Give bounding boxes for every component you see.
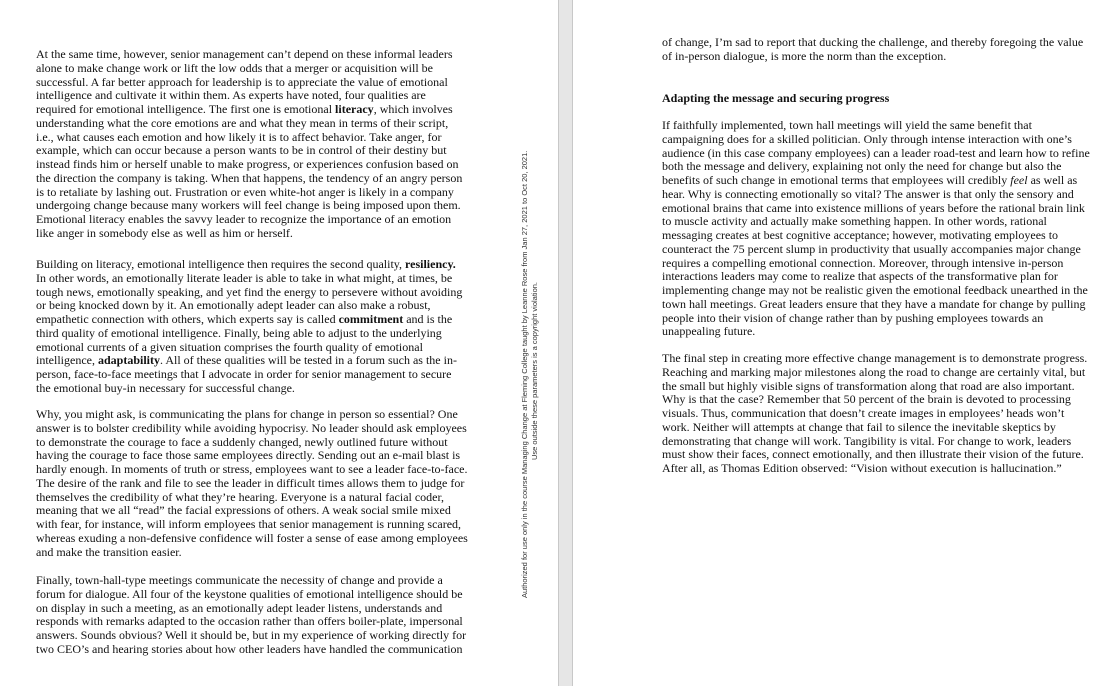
paragraph-demonstrate-progress <box>662 352 1094 476</box>
copyright-watermark-line-2: Use outside these parameters is a copyright violation. <box>530 281 539 460</box>
text-run: as well as hear. Why is connecting emotionally so vital? The answer is that only the sensory and emotional brains that came into existence millions of years before the rational brain link to muscle activity and actually make something happen. In other words, rational messaging creates at best cognitive acceptance; however, motivating employees to counteract the 75 percent slump in productivity that usually accompanies major change requires a compelling emotional connection. Moreover, through intensive in-person interactions leaders may come to realize that aspects of the transformative plan for implementing change may not be realistic given the emotional feedback unearthed in the town hall meetings. Great leaders ensure that they have a mandate for change by pulling people into their vision of change rather than by pushing employees towards an unappealing future. <box>662 173 1088 339</box>
text-run: In other words, an emotionally literate leader is able to take in what might, at times, be tough news, emotionally speaking, and yet find the energy to persevere without avoiding or being knocked down by it. An emotionally adept leader can also make a robust, empathetic connection with others, which experts say is called <box>36 270 463 326</box>
page-gutter <box>558 0 573 686</box>
text-run: of change, I’m sad to report that ducking the challenge, and thereby foregoing the value of in-person dialogue, is more the norm than the exception. <box>662 35 1084 63</box>
paragraph-in-person-credibility <box>36 408 468 559</box>
text-run: , which involves understanding what the core emotions are and what they mean in terms of their script, i.e., what causes each emotion and how likely it is to affect behavior. Take anger, for example, which can occur because a person wants to be in control of their destiny but instead finds him or herself unable to make progress, or experiences confusion based on the direction the company is taking. When that happens, the tendency of an angry person is to retaliate by lashing out. Frustration or even white-hot anger is likely in a company undergoing change because many workers will feel change is being imposed upon them. Emotional literacy enables the savvy leader to recognize the importance of an emotion like anger in somebody else as well as him or herself. <box>36 102 463 240</box>
emphasized-text: adaptability <box>97 353 160 368</box>
text-run: Why, you might ask, is communicating the plans for change in person so essential? One answer is to bolster credibility while avoiding hypocrisy. No leader should ask employees to demonstrate the courage to face a suddenly changed, newly outlined future without having the courage to face those same employees directly. Sending out an e-mail blast is hardly enough. In moments of truth or stress, employees want to see a leader face-to-face. The desire of the rank and file to see the leader in difficult times allows them to judge for themselves the credibility of what they’re hearing. Everyone is a natural facial coder, meaning that we all “read” the facial expressions of others. A weak social smile mixed with fear, for instance, will inform employees that senior management is running scared, whereas exuding a non-defensive confidence will foster a sense of ease among employees and make the transition easier. <box>36 407 468 559</box>
paragraph-continued-change <box>662 36 1094 64</box>
text-run: Building on literacy, emotional intelligence then requires the second quality, <box>36 257 406 271</box>
text-run: Finally, town-hall-type meetings communicate the necessity of change and provide a forum for dialogue. All four of the keystone qualities of emotional intelligence should be on display in such a meeting, as an emotionally adept leader listens, understands and responds with remarks adapted to the occasion rather than offers boiler-plate, impersonal answers. Sounds obvious? Well it should be, but in my experience of working directly for two CEO’s and hearing stories about how other leaders have handled the communication <box>36 573 467 656</box>
copyright-watermark-line-1: Authorized for use only in the course Managing Change at Fleming College taught by Leanne Rose from Jan 27, 2021 to Oct 20, 2021. <box>520 150 529 598</box>
document-page-right[interactable] <box>573 0 1116 686</box>
emphasized-text: literacy <box>335 102 374 116</box>
paragraph-emotional-literacy <box>36 48 468 241</box>
text-run: If faithfully implemented, town hall meetings will yield the same benefit that campaigning does for a skilled politician. Only through intense interaction with one’s audience (in this case company employees) can a leader road-test and learn how to refine both the message and delivery, explaining not only the need for change but also the benefits of such change in emotional terms that employees will credibly <box>662 118 1090 187</box>
text-run: At the same time, however, senior management can’t depend on these informal leaders alone to make change work or lift the low odds that a merger or acquisition will be successful. A far better approach for leadership is to appreciate the value of emotional intelligence and cultivate it within them. As experts have noted, four qualities are required for emotional intelligence. The first one is emotional <box>36 47 453 116</box>
text-run: and is the third quality of emotional intelligence. Finally, being able to adjust to the underlying emotional currents of a given situation comprises the fourth quality of emotional intelligence, <box>36 312 453 368</box>
section-heading: Adapting the message and securing progress <box>662 91 890 105</box>
emphasized-text: feel <box>1010 173 1028 187</box>
emphasized-text: resiliency. <box>405 257 456 271</box>
paragraph-resiliency <box>36 258 468 396</box>
paragraph-campaigning <box>662 119 1094 339</box>
paragraph-town-hall-meetings <box>36 574 468 657</box>
text-run: . All of these qualities will be tested in a forum such as the in- person, face-to-face meetings that I advocate in order for senior management to secure the emotional buy-in necessary for successful change. <box>36 353 457 395</box>
text-run: The final step in creating more effective change management is to demonstrate progress. Reaching and marking major milestones along the road to change are certainly vital, but the small but highly visible signs of transformation along that road are also important. Why is that the case? Remember that 50 percent of the brain is devoted to processing visuals. Thus, communication that doesn’t create images in employees’ heads won’t work. Neither will attempts at change that fail to silence the inevitable skeptics by demonstrating that change will work. Tangibility is vital. For change to work, leaders must show their faces, connect emotionally, and then illustrate their vision of the future. After all, as Thomas Edition observed: “Vision without execution is hallucination.” <box>662 351 1088 475</box>
emphasized-text: commitment <box>338 312 404 326</box>
